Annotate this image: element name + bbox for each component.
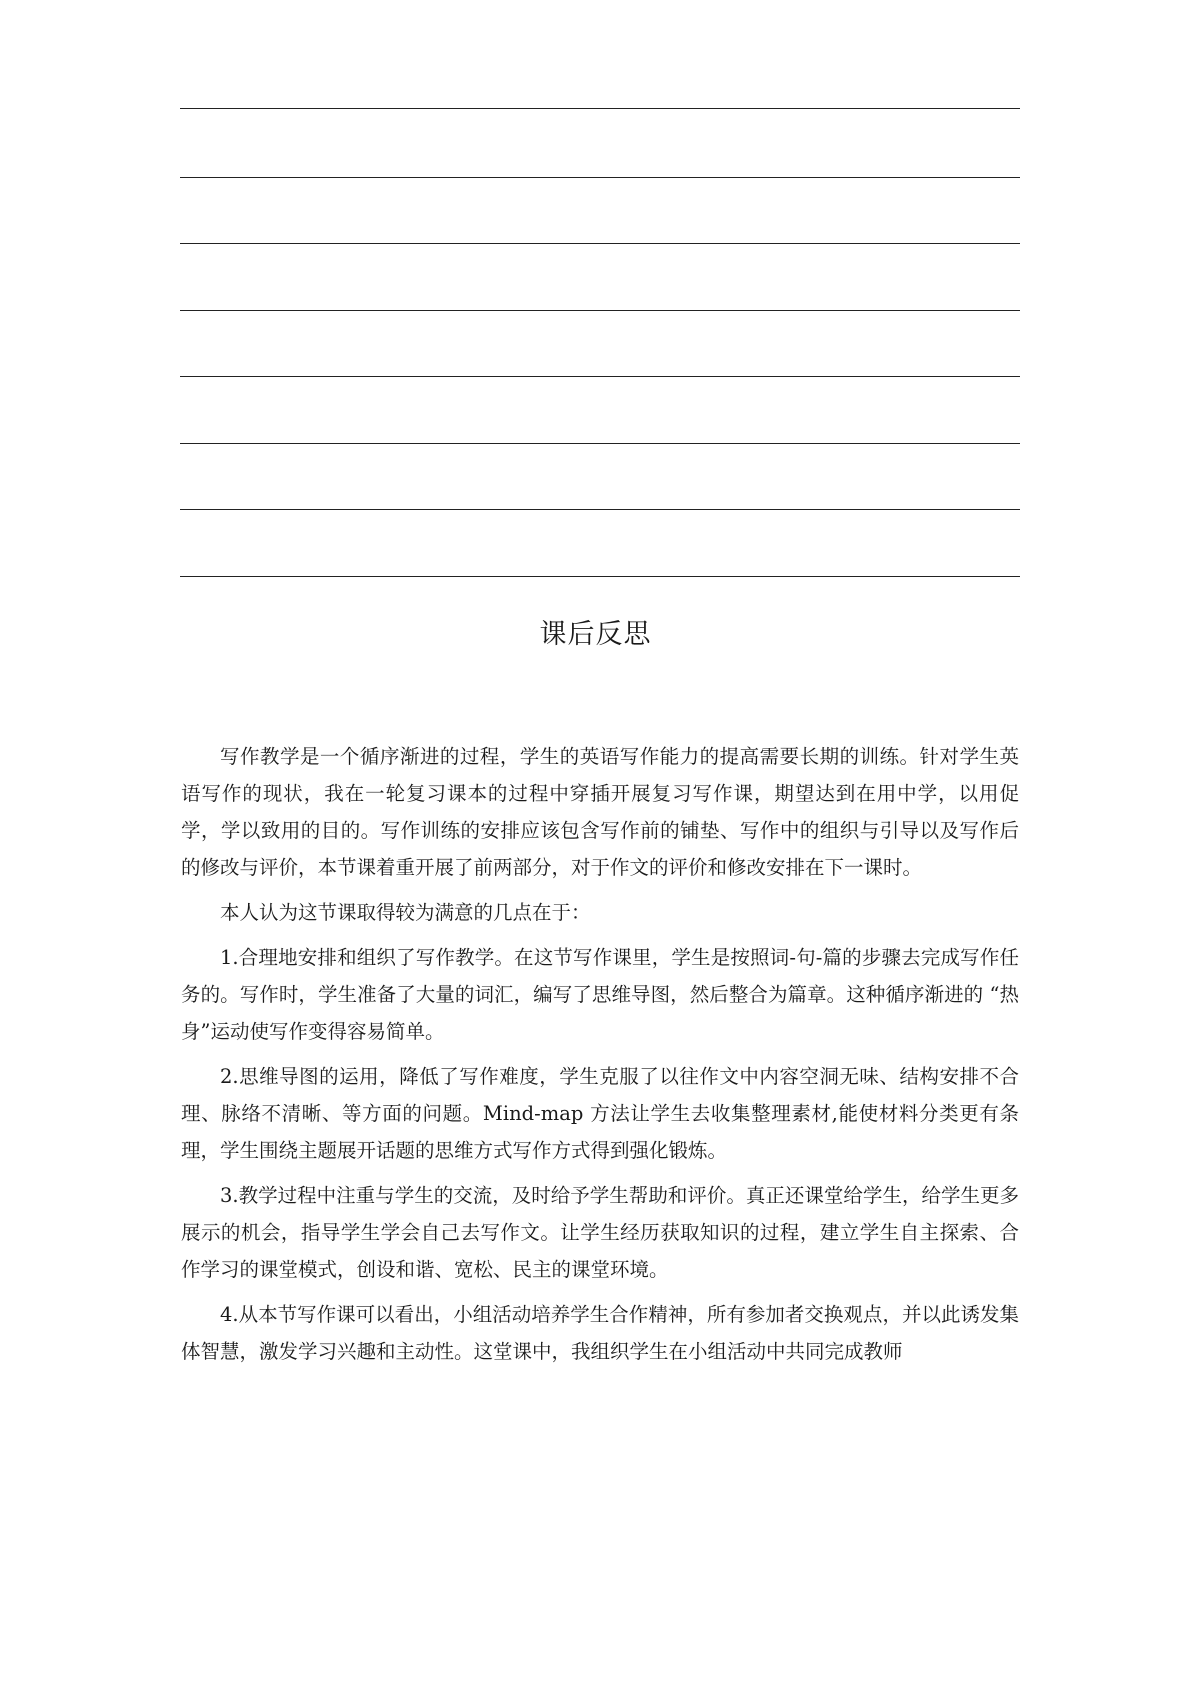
writing-line — [180, 177, 1020, 178]
writing-line — [180, 509, 1020, 510]
writing-line — [180, 310, 1020, 311]
section-title: 课后反思 — [539, 619, 652, 650]
paragraph-intro: 写作教学是一个循序渐进的过程，学生的英语写作能力的提高需要长期的训练。针对学生英语写作的现状，我在一轮复习课本的过程中穿插开展复习写作课，期望达到在用中学，以用促学，学以致用的目的。写作训练的安排应该包含写作前的铺垫、写作中的组织与引导以及写作后的修改与评价，本节课着重开展了前两部分，对于作文的评价和修改安排在下一课时。 — [181, 745, 1019, 879]
reflection-body — [181, 738, 1019, 1378]
writing-line — [180, 443, 1020, 444]
paragraph-summary: 本人认为这节课取得较为满意的几点在于： — [220, 901, 591, 924]
paragraph-point-3: 3.教学过程中注重与学生的交流，及时给予学生帮助和评价。真正还课堂给学生，给学生更多展示的机会，指导学生学会自己去写作文。让学生经历获取知识的过程，建立学生自主探索、合作学习的课堂模式，创设和谐、宽松、民主的课堂环境。 — [181, 1184, 1019, 1281]
writing-line — [180, 108, 1020, 109]
writing-line — [180, 576, 1020, 577]
writing-line — [180, 376, 1020, 377]
paragraph-point-2: 2.思维导图的运用，降低了写作难度，学生克服了以往作文中内容空洞无味、结构安排不合理、脉络不清晰、等方面的问题。Mind-map 方法让学生去收集整理素材,能使材料分类更有条理，学生围绕主题展开话题的思维方式写作方式得到强化锻炼。 — [181, 1065, 1019, 1162]
paragraph-point-1: 1.合理地安排和组织了写作教学。在这节写作课里，学生是按照词-句-篇的步骤去完成写作任务的。写作时，学生准备了大量的词汇，编写了思维导图，然后整合为篇章。这种循序渐进的 “热身”运动使写作变得容易简单。 — [181, 946, 1019, 1043]
paragraph-point-4: 4.从本节写作课可以看出，小组活动培养学生合作精神，所有参加者交换观点，并以此诱发集体智慧，激发学习兴趣和主动性。这堂课中，我组织学生在小组活动中共同完成教师 — [181, 1303, 1019, 1363]
writing-line — [180, 243, 1020, 244]
